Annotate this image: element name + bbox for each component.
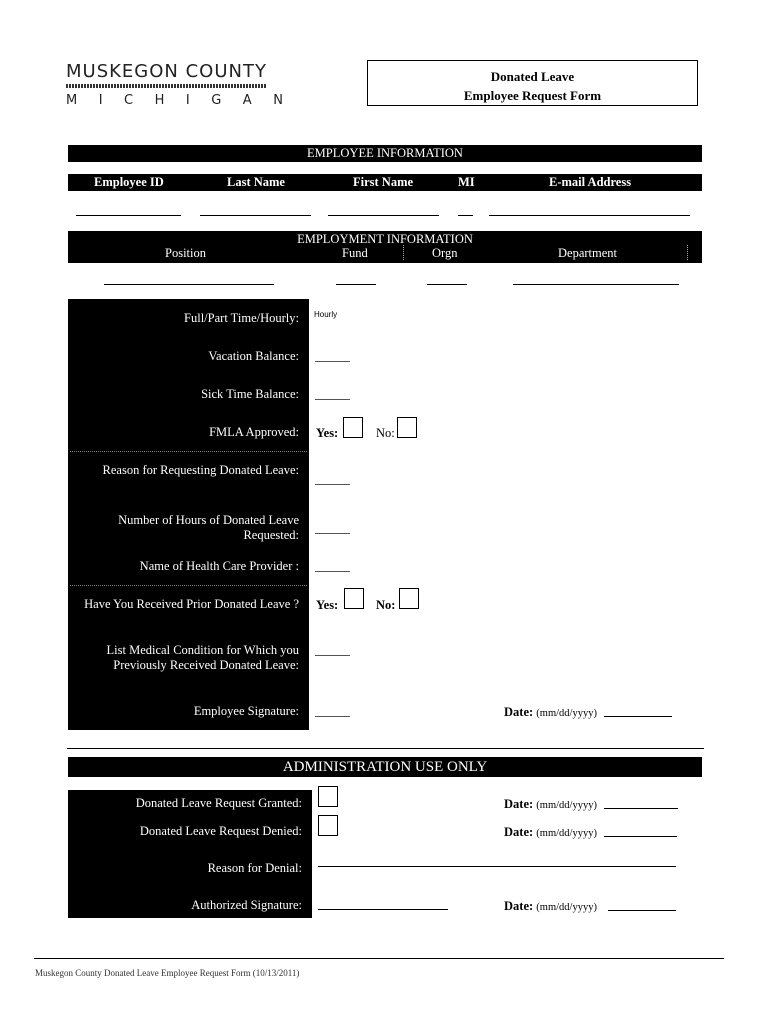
- health-care-provider-field[interactable]: [315, 571, 350, 572]
- reason-for-denial-field[interactable]: [318, 866, 676, 867]
- section-divider: [70, 585, 307, 586]
- denied-checkbox[interactable]: [318, 815, 338, 836]
- col-department: Department: [558, 246, 618, 260]
- full-part-time-value[interactable]: Hourly: [314, 310, 338, 319]
- hours-requested-label-2: Requested:: [243, 528, 299, 542]
- prior-yes-checkbox[interactable]: [344, 588, 364, 609]
- position-field[interactable]: [104, 284, 274, 285]
- vacation-balance-field[interactable]: [315, 361, 350, 362]
- full-part-time-label: Full/Part Time/Hourly:: [184, 311, 299, 325]
- col-first-name: First Name: [353, 175, 414, 189]
- footer-text: Muskegon County Donated Leave Employee Request Form (10/13/2011): [35, 968, 300, 978]
- col-email: E-mail Address: [549, 175, 632, 189]
- employment-info-header-bar: [68, 231, 702, 263]
- col-last-name: Last Name: [227, 175, 285, 189]
- department-field[interactable]: [513, 284, 679, 285]
- request-label-panel: [68, 299, 309, 730]
- employee-signature-label: Employee Signature:: [193, 704, 299, 718]
- form-title-line2: Employee Request Form: [463, 88, 602, 103]
- sick-time-balance-field[interactable]: [315, 399, 350, 400]
- prior-no-checkbox[interactable]: [399, 588, 419, 609]
- fmla-yes-checkbox[interactable]: [343, 417, 363, 438]
- col-fund: Fund: [342, 246, 368, 260]
- section-divider: [70, 451, 307, 452]
- auth-date-label: [504, 899, 597, 914]
- prior-yes-label: Yes:: [316, 598, 339, 612]
- reason-label: Reason for Requesting Donated Leave:: [102, 463, 299, 477]
- employee-info-column-bar: [68, 174, 702, 191]
- hours-requested-label-1: Number of Hours of Donated Leave: [118, 513, 299, 527]
- fmla-no-label: No:: [376, 426, 395, 440]
- admin-label-panel: [68, 790, 312, 918]
- logo-divider: [66, 84, 266, 88]
- employee-date-field[interactable]: [604, 716, 672, 717]
- request-denied-label: Donated Leave Request Denied:: [139, 824, 302, 838]
- logo-title: MUSKEGON COUNTY: [66, 61, 267, 82]
- fund-field[interactable]: [336, 284, 376, 285]
- authorized-signature-label: Authorized Signature:: [191, 898, 302, 912]
- medical-condition-label-2: Previously Received Donated Leave:: [113, 658, 299, 672]
- request-granted-label: Donated Leave Request Granted:: [135, 796, 302, 810]
- column-divider: [403, 245, 404, 260]
- col-orgn: Orgn: [432, 246, 458, 260]
- form-title-box: [367, 60, 698, 106]
- employee-info-header: EMPLOYEE INFORMATION: [68, 145, 702, 162]
- vacation-balance-label: Vacation Balance:: [208, 349, 299, 363]
- medical-condition-label-1: List Medical Condition for Which you: [106, 643, 299, 657]
- reason-field[interactable]: [315, 484, 350, 485]
- col-mi: MI: [458, 175, 475, 189]
- reason-for-denial-label: Reason for Denial:: [207, 861, 302, 875]
- health-care-provider-label: Name of Health Care Provider :: [139, 559, 299, 573]
- date-format: (mm/dd/yyyy): [536, 800, 597, 811]
- granted-date-label: [504, 797, 597, 812]
- employment-info-header: EMPLOYMENT INFORMATION: [297, 232, 473, 246]
- date-label: Date:: [504, 825, 534, 839]
- granted-date-field[interactable]: [604, 808, 678, 809]
- employee-signature-field[interactable]: [315, 716, 350, 717]
- last-name-field[interactable]: [200, 215, 311, 216]
- date-label: Date:: [504, 705, 534, 719]
- sick-time-balance-label: Sick Time Balance:: [201, 387, 299, 401]
- orgn-field[interactable]: [427, 284, 467, 285]
- column-divider: [687, 245, 688, 260]
- auth-date-field[interactable]: [608, 910, 676, 911]
- admin-separator: [67, 748, 704, 749]
- mi-field[interactable]: [458, 215, 473, 216]
- logo-subtitle: MICHIGAN: [66, 93, 305, 108]
- hours-requested-field[interactable]: [315, 533, 350, 534]
- date-label: Date:: [504, 899, 534, 913]
- date-format: (mm/dd/yyyy): [536, 708, 597, 719]
- fmla-no-checkbox[interactable]: [397, 417, 417, 438]
- footer-rule: [34, 958, 724, 959]
- col-position: Position: [165, 246, 206, 260]
- date-format: (mm/dd/yyyy): [536, 828, 597, 839]
- granted-checkbox[interactable]: [318, 786, 338, 807]
- fmla-approved-label: FMLA Approved:: [209, 425, 299, 439]
- form-title-line1: Donated Leave: [490, 69, 575, 84]
- prior-no-label: No:: [376, 598, 396, 612]
- authorized-signature-field[interactable]: [318, 909, 448, 910]
- denied-date-label: [504, 825, 597, 840]
- date-format: (mm/dd/yyyy): [536, 902, 597, 913]
- col-employee-id: Employee ID: [94, 175, 164, 189]
- denied-date-field[interactable]: [604, 836, 677, 837]
- employee-id-field[interactable]: [76, 215, 181, 216]
- employee-date-label: [504, 705, 597, 720]
- email-field[interactable]: [489, 215, 690, 216]
- prior-donated-leave-label: Have You Received Prior Donated Leave ?: [84, 597, 299, 611]
- fmla-yes-label: Yes:: [316, 426, 339, 440]
- medical-condition-field[interactable]: [315, 655, 350, 656]
- date-label: Date:: [504, 797, 534, 811]
- first-name-field[interactable]: [328, 215, 439, 216]
- admin-header: ADMINISTRATION USE ONLY: [68, 757, 702, 777]
